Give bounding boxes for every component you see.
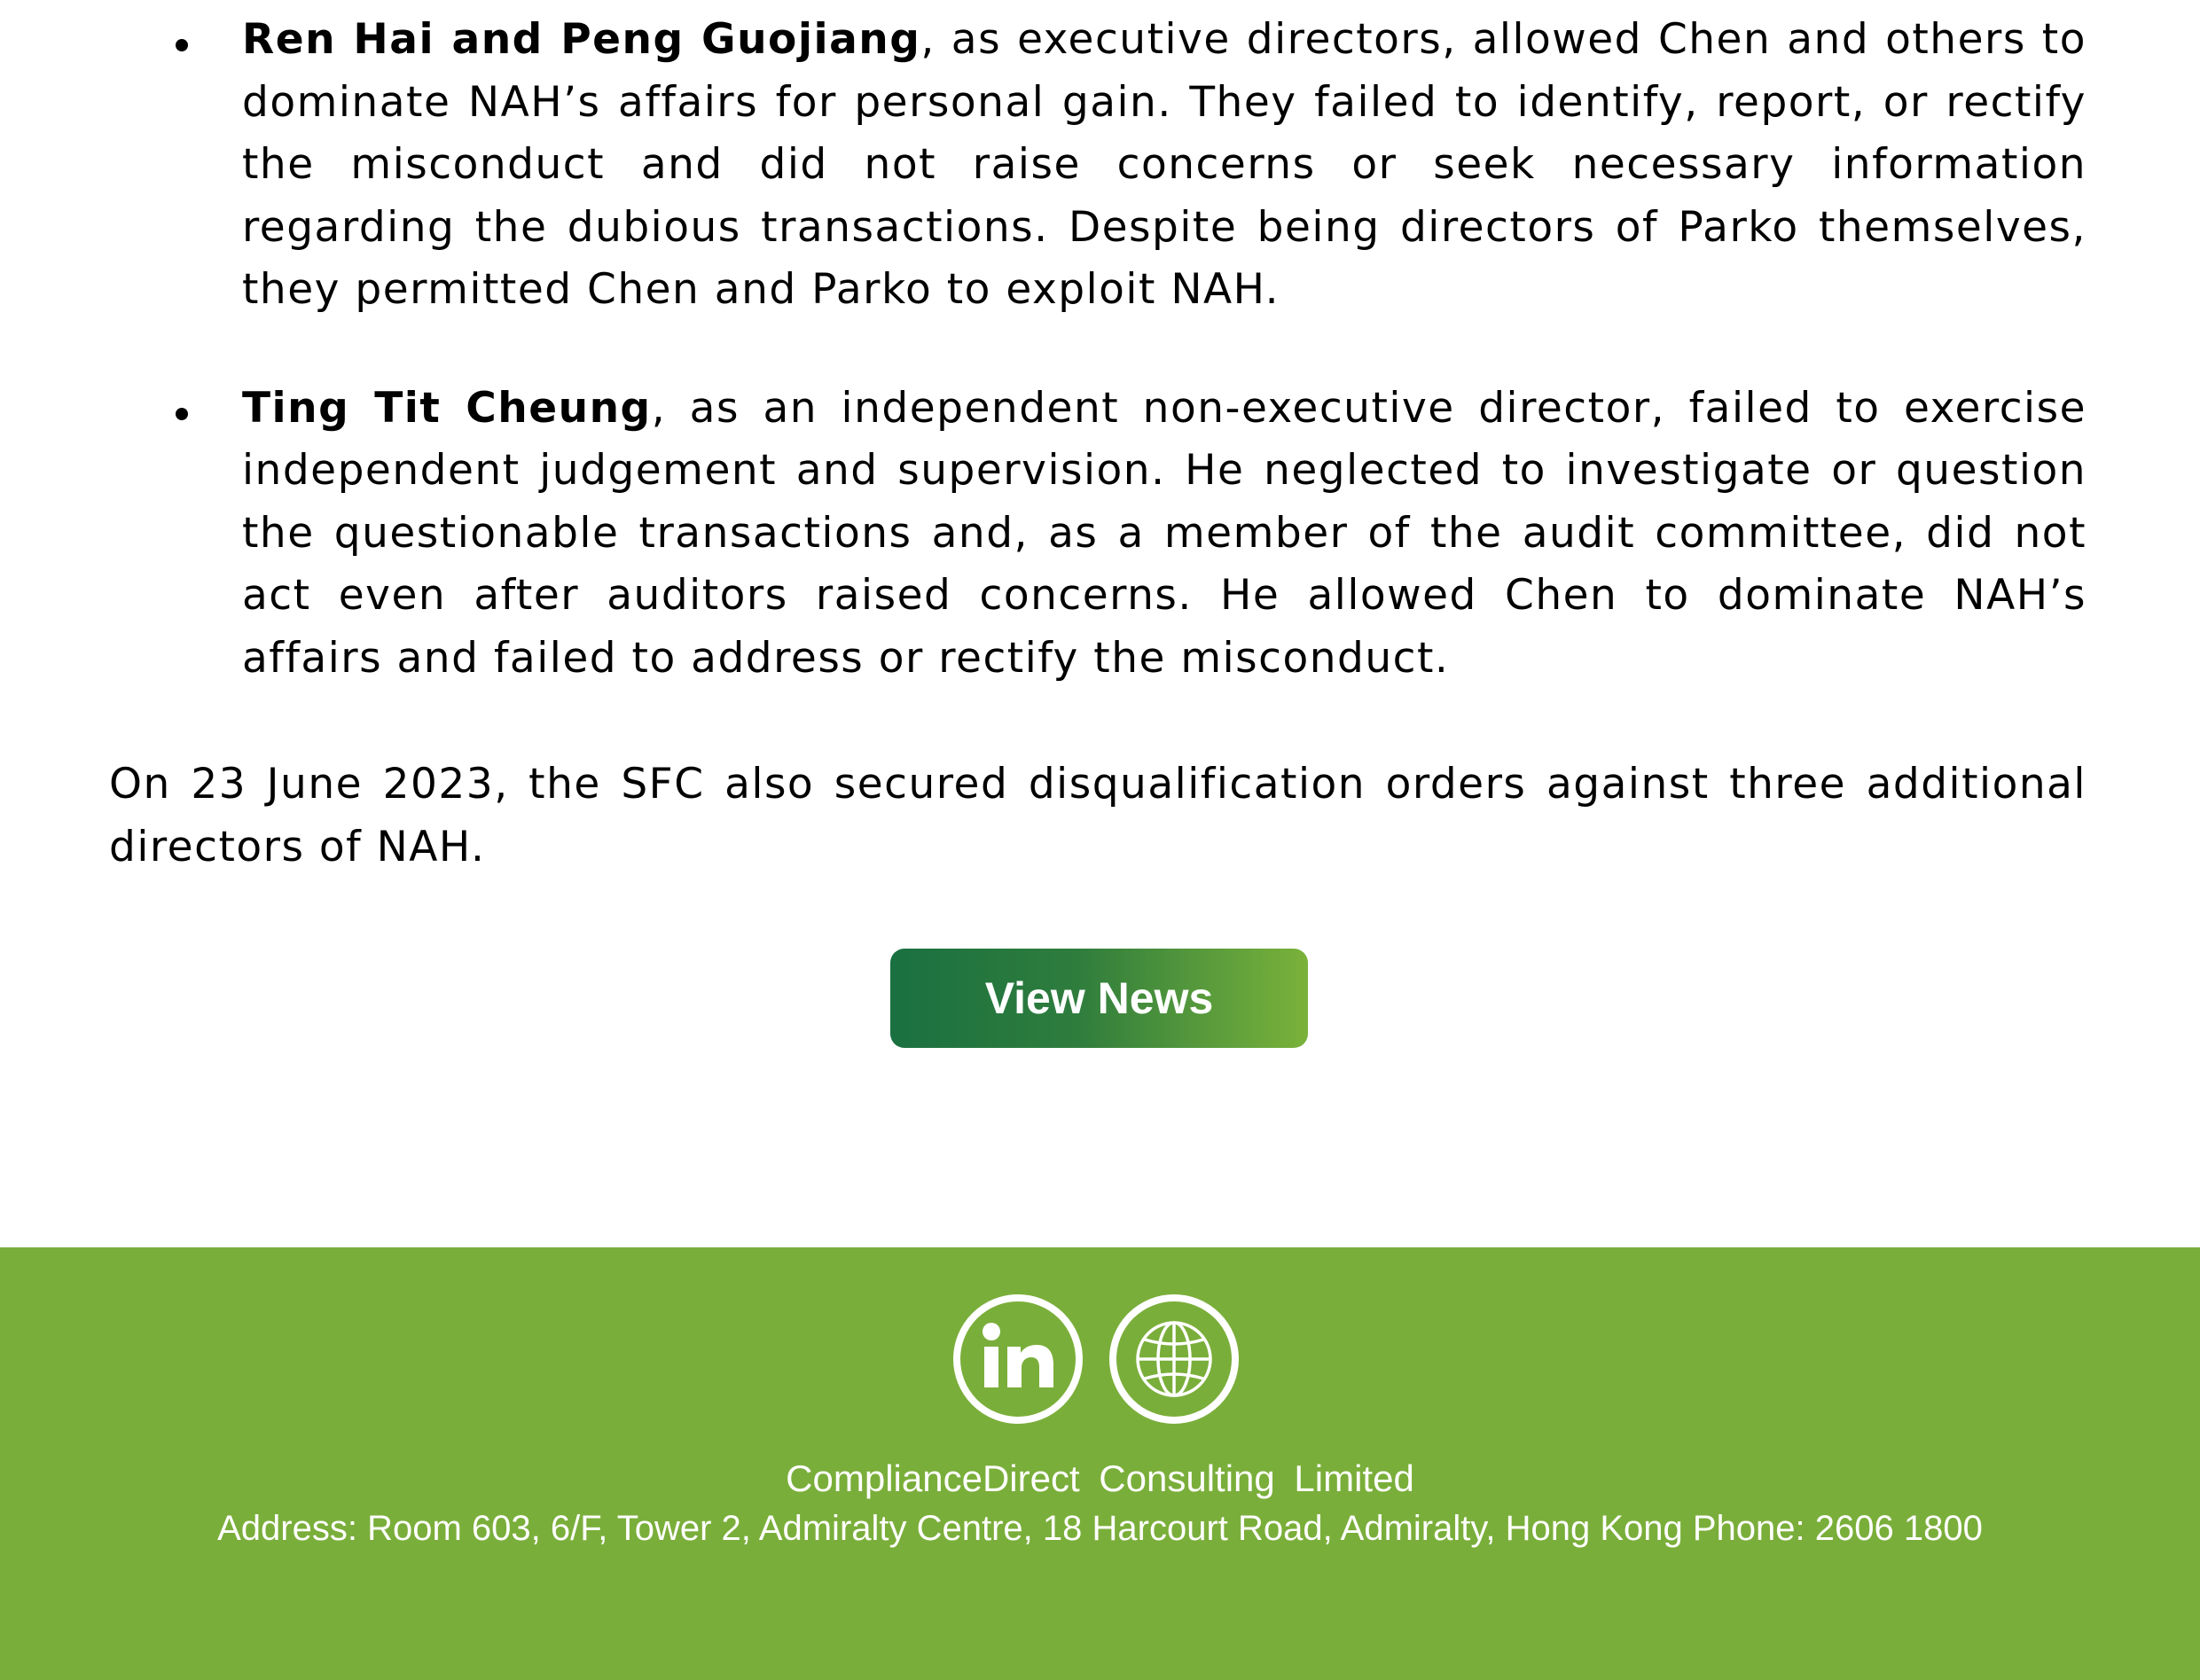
globe-icon bbox=[1108, 1293, 1240, 1425]
director-name: Ren Hai and Peng Guojiang bbox=[242, 15, 921, 64]
list-item bbox=[109, 378, 2086, 691]
social-links bbox=[952, 1293, 1240, 1425]
bullet-icon bbox=[176, 408, 188, 420]
list-item bbox=[109, 9, 2086, 322]
company-address: Address: Room 603, 6/F, Tower 2, Admiralty Centre, 18 Harcourt Road, Admiralty, Hong Kong Phone: 2606 1800 bbox=[217, 1509, 1983, 1548]
website-link[interactable] bbox=[1108, 1293, 1240, 1425]
bullet-icon bbox=[176, 39, 188, 51]
view-news-button[interactable]: View News bbox=[890, 949, 1308, 1048]
linkedin-link[interactable] bbox=[952, 1293, 1084, 1425]
company-name: ComplianceDirect Consulting Limited bbox=[786, 1457, 1414, 1499]
finding-text: , as executive directors, allowed Chen and others to dominate NAH’s affairs for personal gain. They failed to identify, report, or rectify the misconduct and did not raise concerns or seek necessary information regarding the dubious transactions. Despite being directors of Parko themselves, they permitted Chen and Parko to exploit NAH. bbox=[242, 15, 2086, 314]
finding-text: , as an independent non-executive director, failed to exercise independent judgement and supervision. He neglected to investigate or question the questionable transactions and, as a member of the audit committee, did not act even after auditors raised concerns. He allowed Chen to dominate NAH’s affairs and failed to address or rectify the misconduct. bbox=[242, 383, 2086, 683]
director-name: Ting Tit Cheung bbox=[242, 383, 652, 433]
button-container bbox=[890, 949, 1308, 1048]
article-body bbox=[109, 0, 2086, 879]
linkedin-icon bbox=[952, 1293, 1084, 1425]
director-findings-list bbox=[109, 9, 2086, 690]
footer bbox=[0, 1247, 2200, 1680]
closing-paragraph: On 23 June 2023, the SFC also secured disqualification orders against three additional directors of NAH. bbox=[109, 760, 2086, 871]
